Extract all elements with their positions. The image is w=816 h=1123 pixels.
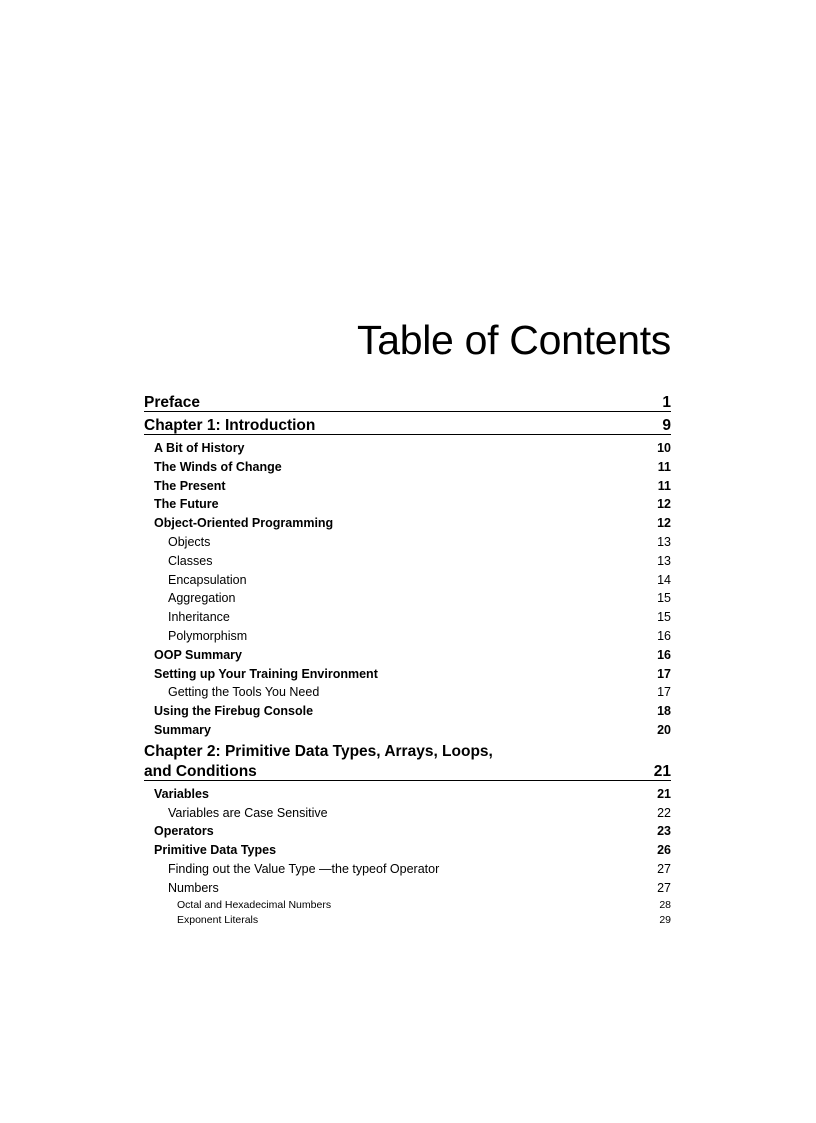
toc-entry-label: The Future bbox=[154, 497, 219, 512]
toc-page-number: 16 bbox=[657, 628, 671, 643]
toc-entry[interactable] bbox=[144, 721, 671, 740]
toc-subentry[interactable] bbox=[144, 627, 671, 646]
toc-chapter-label-line1: Chapter 2: Primitive Data Types, Arrays, Loops, bbox=[144, 742, 493, 760]
toc-chapter-2-row bbox=[144, 762, 671, 781]
toc-entry-label: Using the Firebug Console bbox=[154, 704, 314, 719]
toc-page-number: 1 bbox=[662, 394, 671, 411]
toc-page-number: 27 bbox=[657, 880, 671, 895]
toc-entry-label: The Winds of Change bbox=[154, 459, 282, 474]
toc-page-number: 16 bbox=[657, 647, 671, 662]
toc-page-number: 21 bbox=[653, 762, 671, 780]
toc-entry-label: Objects bbox=[168, 534, 211, 549]
toc-page-number: 11 bbox=[657, 459, 671, 474]
toc-subentry[interactable] bbox=[144, 804, 671, 823]
toc-page-number: 15 bbox=[657, 610, 671, 625]
toc-chapter-2[interactable] bbox=[144, 743, 671, 781]
toc-entry[interactable] bbox=[144, 822, 671, 841]
toc-page-number: 17 bbox=[657, 666, 671, 681]
toc-page-number: 18 bbox=[657, 704, 671, 719]
toc-entry-label: Variables bbox=[154, 786, 209, 801]
toc-entry-label: A Bit of History bbox=[154, 441, 245, 455]
toc-entry-label: Object-Oriented Programming bbox=[154, 516, 334, 531]
toc-page-number: 12 bbox=[657, 516, 671, 531]
toc-entry-label: Variables are Case Sensitive bbox=[168, 805, 328, 820]
toc-subentry[interactable] bbox=[144, 552, 671, 571]
page-title: Table of Contents bbox=[357, 317, 671, 363]
toc-page-number: 20 bbox=[657, 722, 671, 737]
toc-page-number: 11 bbox=[657, 478, 671, 493]
toc-entry-label: Numbers bbox=[168, 880, 219, 895]
toc-subsubentry[interactable] bbox=[144, 898, 671, 913]
toc-entry-label: Aggregation bbox=[168, 591, 236, 606]
toc-entry[interactable] bbox=[144, 514, 671, 533]
toc-entry-label: The Present bbox=[154, 478, 226, 493]
toc-subsubentry[interactable] bbox=[144, 913, 671, 928]
toc-entry[interactable] bbox=[144, 477, 671, 496]
toc-page-number: 28 bbox=[659, 898, 671, 911]
toc-page-number: 12 bbox=[657, 497, 671, 512]
toc-subentry[interactable] bbox=[144, 860, 671, 879]
toc-entry-label: Getting the Tools You Need bbox=[168, 685, 320, 700]
toc-entry-label: Classes bbox=[168, 553, 213, 568]
toc-chapter-label-line2: and Conditions bbox=[144, 762, 257, 780]
toc-entry[interactable] bbox=[144, 702, 671, 721]
toc-entry[interactable] bbox=[144, 439, 671, 458]
toc-page-number: 17 bbox=[657, 685, 671, 700]
toc-entry-label: Exponent Literals bbox=[177, 913, 259, 926]
toc-entry[interactable] bbox=[144, 495, 671, 514]
toc-page-number: 21 bbox=[657, 786, 671, 801]
toc-subentry[interactable] bbox=[144, 533, 671, 552]
toc-page-number: 10 bbox=[657, 441, 671, 455]
toc-page-number: 22 bbox=[657, 805, 671, 820]
toc-chapter-preface[interactable] bbox=[144, 393, 671, 412]
toc-page-number: 9 bbox=[662, 417, 671, 434]
toc-subentry[interactable] bbox=[144, 608, 671, 627]
toc-page-number: 26 bbox=[657, 843, 671, 858]
toc-entry-label: Finding out the Value Type —the typeof Operator bbox=[168, 861, 440, 876]
toc-page-number: 15 bbox=[657, 591, 671, 606]
toc-chapter-label: Preface bbox=[144, 394, 201, 411]
toc-chapter-1[interactable] bbox=[144, 416, 671, 435]
toc-entry[interactable] bbox=[144, 646, 671, 665]
toc-entry-label: Polymorphism bbox=[168, 628, 248, 643]
toc-entry-label: OOP Summary bbox=[154, 647, 243, 662]
toc-entry[interactable] bbox=[144, 665, 671, 684]
toc-entry[interactable] bbox=[144, 458, 671, 477]
toc-chapter-label: Chapter 1: Introduction bbox=[144, 417, 316, 434]
toc-entry-label: Octal and Hexadecimal Numbers bbox=[177, 898, 332, 911]
toc-entry[interactable] bbox=[144, 785, 671, 804]
toc-page-number: 29 bbox=[659, 913, 671, 926]
toc-subentry[interactable] bbox=[144, 683, 671, 702]
toc-entry[interactable] bbox=[144, 841, 671, 860]
toc-subentry[interactable] bbox=[144, 879, 671, 898]
toc-entry-label: Inheritance bbox=[168, 610, 230, 625]
toc-subentry[interactable] bbox=[144, 589, 671, 608]
toc-page-number: 23 bbox=[657, 824, 671, 839]
toc-entry-label: Operators bbox=[154, 824, 214, 839]
toc-entry-label: Summary bbox=[154, 722, 211, 737]
toc-page-number: 14 bbox=[657, 572, 671, 587]
toc-entry-label: Setting up Your Training Environment bbox=[154, 666, 378, 681]
toc-entry-label: Primitive Data Types bbox=[154, 843, 277, 858]
toc-subentry[interactable] bbox=[144, 571, 671, 590]
toc-page-number: 27 bbox=[657, 861, 671, 876]
toc-page-number: 13 bbox=[657, 534, 671, 549]
toc-page-number: 13 bbox=[657, 553, 671, 568]
toc-entry-label: Encapsulation bbox=[168, 572, 247, 587]
table-of-contents bbox=[144, 393, 671, 928]
